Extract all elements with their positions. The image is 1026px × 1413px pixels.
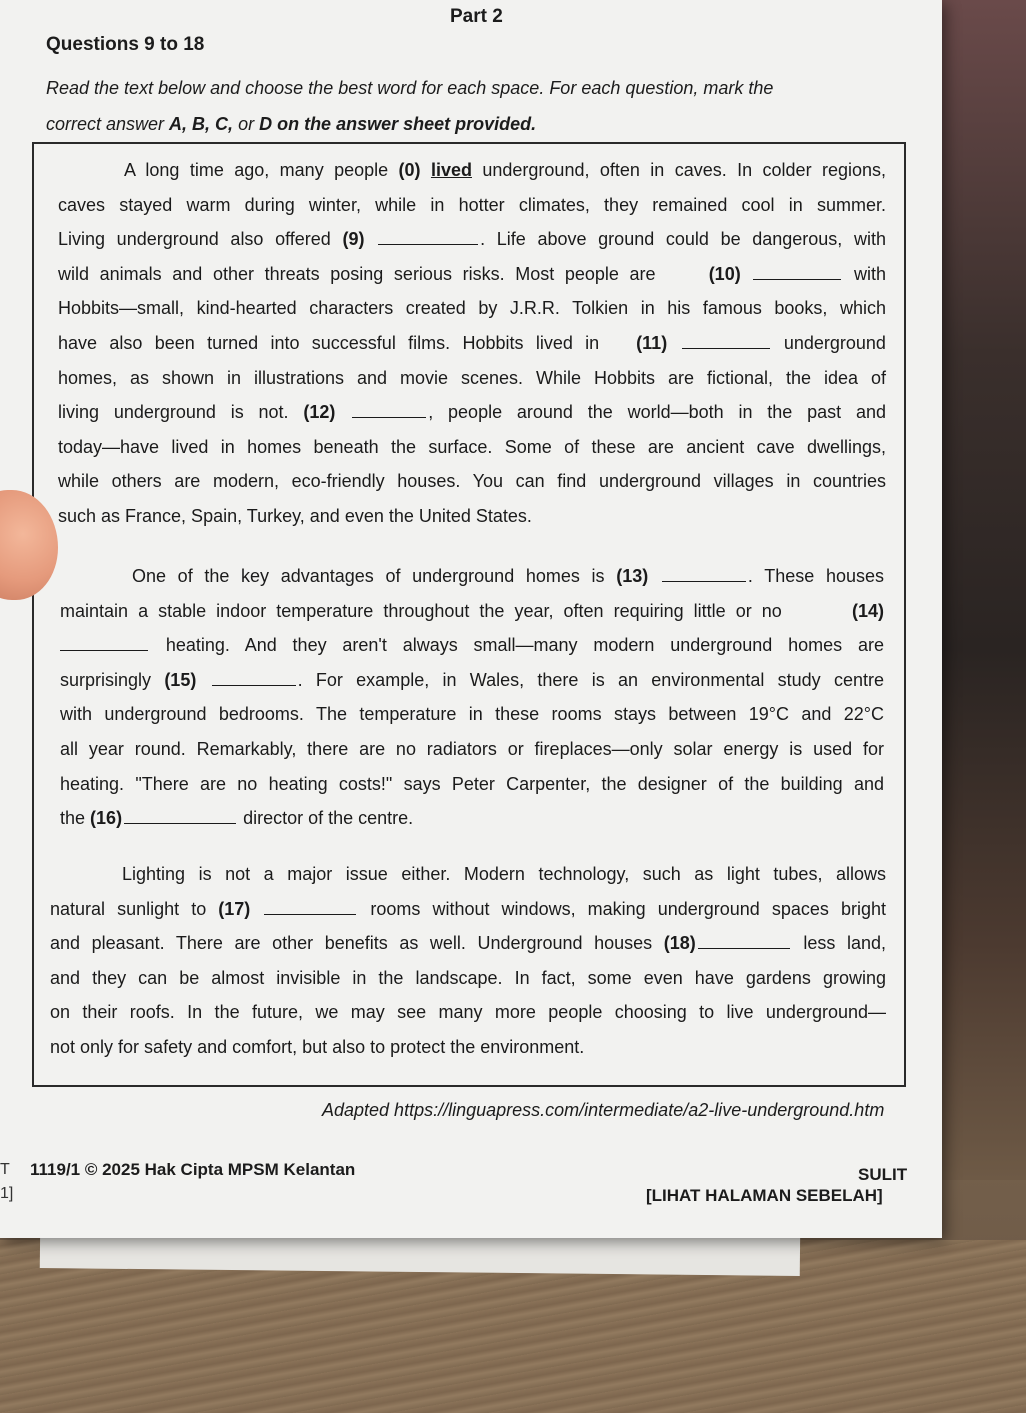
p1-l1-text: A long time ago, many people <box>124 160 399 180</box>
question-16-number: (16) <box>90 808 123 829</box>
edge-mark-2: 1] <box>0 1185 14 1202</box>
question-18-blank[interactable] <box>698 947 790 949</box>
paragraph-1 <box>58 153 886 534</box>
instructions-option-d: D <box>259 114 273 134</box>
question-17-number: (17) <box>218 898 251 919</box>
p1-l1-post: underground, often in caves. In colder regions, <box>471 160 886 180</box>
p3-line-3 <box>50 926 886 961</box>
p1-l3-text: Living underground also offered <box>58 229 343 250</box>
p1-l8-post: , people around the world—both in the past and <box>428 402 886 423</box>
p1-l4-text: wild animals and other threats posing serious risks. Most people are <box>58 263 656 284</box>
p2-l8-post: director of the centre. <box>243 808 414 829</box>
question-15-blank[interactable] <box>212 684 296 686</box>
p2-l3-text: heating. And they aren't always small—many modern underground homes are <box>165 635 884 656</box>
p3-l2-post: rooms without windows, making underground spaces bright <box>370 898 886 919</box>
paragraph-3 <box>50 857 886 1065</box>
question-13-blank[interactable] <box>662 580 746 582</box>
p1-line-7: homes, as shown in illustrations and movie scenes. While Hobbits are fictional, the idea of <box>58 367 886 388</box>
source-citation: Adapted https://linguapress.com/intermediate/a2-live-underground.htm <box>322 1100 885 1120</box>
instructions-options: A, B, C, <box>169 114 234 134</box>
p1-line-8 <box>58 395 886 430</box>
p1-line-9: today—have lived in homes beneath the surface. Some of these are ancient cave dwellings, <box>58 436 886 457</box>
edge-marks <box>0 1158 13 1206</box>
p3-l2-text: natural sunlight to <box>50 898 207 919</box>
p3-l3-post: less land, <box>803 933 886 954</box>
example-answer: lived <box>430 160 472 180</box>
part-title: Part 2 <box>450 6 503 27</box>
question-10-blank[interactable] <box>753 278 841 280</box>
edge-mark-1: T <box>0 1161 10 1178</box>
question-13-number: (13) <box>616 566 649 586</box>
question-14-number: (14) <box>851 600 884 621</box>
p3-line-1: Lighting is not a major issue either. Modern technology, such as light tubes, allows <box>122 864 886 884</box>
background-wall <box>936 0 1026 1180</box>
question-12-blank[interactable] <box>352 416 426 418</box>
p1-l4-post: with <box>853 263 886 284</box>
p3-line-4: and they can be almost invisible in the landscape. In fact, some even have gardens growing <box>50 967 886 988</box>
p2-line-3 <box>60 628 884 663</box>
questions-title: Questions 9 to 18 <box>46 34 205 55</box>
p2-line-2 <box>60 594 884 629</box>
question-11-blank[interactable] <box>682 347 770 349</box>
p2-l8-text: the <box>60 808 86 829</box>
p2-line-4 <box>60 663 884 698</box>
p2-line-6: all year round. Remarkably, there are no radiators or fireplaces—only solar energy is used for <box>60 738 884 759</box>
p1-line-4 <box>58 257 886 292</box>
p2-line-5: with underground bedrooms. The temperature in these rooms stays between 19°C and 22°C <box>60 704 884 725</box>
question-9-blank[interactable] <box>378 243 478 245</box>
p2-line-8 <box>60 801 884 836</box>
question-14-blank[interactable] <box>60 649 148 651</box>
instructions <box>46 70 886 142</box>
p3-line-2 <box>50 892 886 927</box>
footer-copyright: 1119/1 © 2025 Hak Cipta MPSM Kelantan <box>30 1160 356 1179</box>
question-10-number: (10) <box>708 263 741 284</box>
p1-line-3 <box>58 222 886 257</box>
p3-line-5: on their roofs. In the future, we may see many more people choosing to live underground— <box>50 1002 886 1023</box>
p1-l3-post: . Life above ground could be dangerous, with <box>480 229 886 250</box>
paragraph-2 <box>60 559 884 836</box>
p1-l6-post: underground <box>783 332 886 353</box>
p1-line-6 <box>58 326 886 361</box>
example-number: (0) <box>398 160 421 180</box>
p1-l6-text: have also been turned into successful films. Hobbits lived in <box>58 332 600 353</box>
p2-l4-text: surprisingly <box>60 669 152 690</box>
p2-l1-post: . These houses <box>747 566 884 586</box>
p1-line-10: while others are modern, eco-friendly houses. You can find underground villages in countries <box>58 471 886 492</box>
p2-line-1 <box>60 559 884 594</box>
p1-line-2: caves stayed warm during winter, while in hotter climates, they remained cool in summer. <box>58 194 886 215</box>
p1-line-1 <box>58 153 886 188</box>
p2-line-7: heating. "There are no heating costs!" says Peter Carpenter, the designer of the building and <box>60 773 884 794</box>
instructions-line2-post: on the answer sheet provided. <box>272 114 537 134</box>
question-9-number: (9) <box>342 229 365 250</box>
question-16-blank[interactable] <box>124 822 236 824</box>
p3-l3-text: and pleasant. There are other benefits as well. Underground houses <box>50 933 653 954</box>
footer-next-page: [LIHAT HALAMAN SEBELAH] <box>646 1186 883 1205</box>
instructions-line2-mid: or <box>233 114 260 134</box>
p2-l4-post: . For example, in Wales, there is an environmental study centre <box>297 669 884 690</box>
p2-l2-text: maintain a stable indoor temperature throughout the year, often requiring little or no <box>60 600 782 621</box>
p3-line-6: not only for safety and comfort, but also to protect the environment. <box>50 1036 585 1057</box>
question-11-number: (11) <box>636 332 668 353</box>
p1-line-11: such as France, Spain, Turkey, and even the United States. <box>58 505 532 526</box>
question-18-number: (18) <box>663 933 696 954</box>
question-15-number: (15) <box>164 669 197 690</box>
question-17-blank[interactable] <box>264 913 356 915</box>
instructions-line2-pre: correct answer <box>46 114 170 134</box>
p2-l1-text: One of the key advantages of underground homes is <box>132 566 605 586</box>
instructions-line1: Read the text below and choose the best word for each space. For each question, mark the <box>46 78 774 98</box>
p1-l8-text: living underground is not. <box>58 402 289 423</box>
p1-line-5: Hobbits—small, kind-hearted characters created by J.R.R. Tolkien in his famous books, which <box>58 298 886 319</box>
footer-classification: SULIT <box>858 1165 908 1184</box>
question-12-number: (12) <box>303 402 336 423</box>
